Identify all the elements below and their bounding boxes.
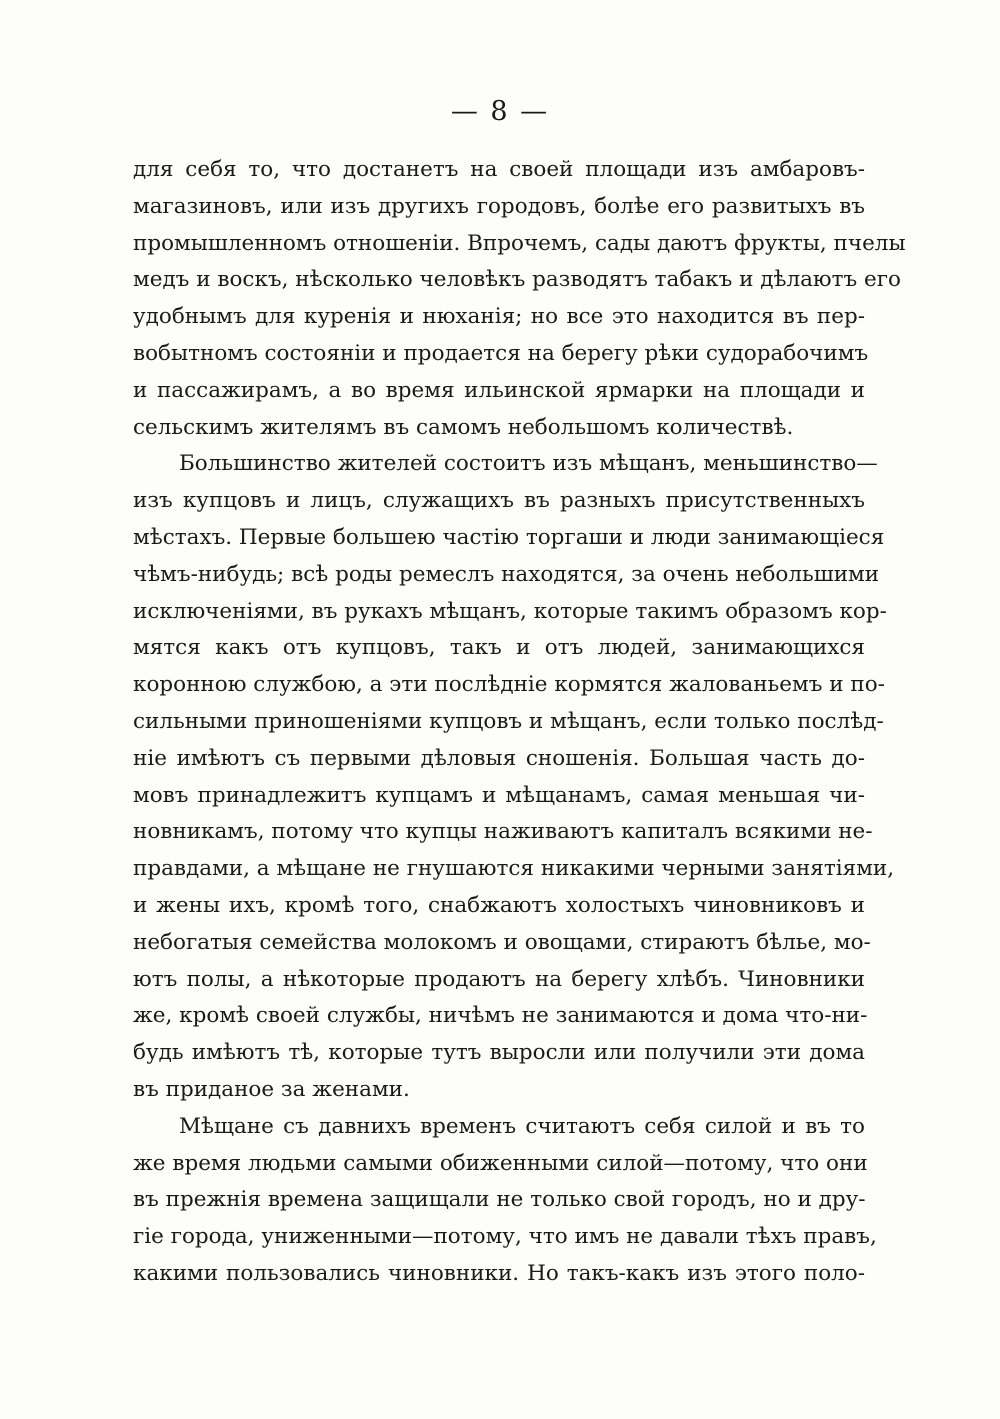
text-line: сельскимъ жителямъ въ самомъ небольшомъ количествѣ. (133, 414, 794, 440)
text-line: медъ и воскъ, нѣсколько человѣкъ разводятъ табакъ и дѣлаютъ его (133, 267, 901, 293)
text-line: гiе города, униженными—потому, что имъ не давали тѣхъ правъ, (133, 1224, 877, 1250)
text-line: какими пользовались чиновники. Но такъ-какъ изъ этого поло- (133, 1260, 865, 1286)
text-line: же, кромѣ своей службы, ничѣмъ не занимаются и дома что-ни- (133, 1003, 868, 1029)
text-line: для себя то, что достанетъ на своей площади изъ амбаровъ- (133, 157, 865, 182)
text-line: Большинство жителей состоитъ изъ мѣщанъ, меньшинство— (179, 451, 878, 477)
text-line: магазиновъ, или изъ другихъ городовъ, болѣе его развитыхъ въ (133, 193, 865, 219)
text-line: вобытномъ состоянiи и продается на берегу рѣки судорабочимъ (133, 340, 869, 366)
text-line: мовъ принадлежитъ купцамъ и мѣщанамъ, самая меньшая чи- (133, 782, 865, 808)
text-line: и пассажирамъ, а во время ильинской ярмарки на площади и (133, 377, 865, 403)
text-line: коронною службою, а эти послѣднiе кормятся жалованьемъ и по- (133, 672, 885, 698)
text-line: новникамъ, потому что купцы наживаютъ капиталъ всякими не- (133, 819, 873, 845)
text-line: сильными приношенiями купцовъ и мѣщанъ, если только послѣд- (133, 708, 884, 734)
text-line: исключенiями, въ рукахъ мѣщанъ, которые такимъ образомъ кор- (133, 598, 887, 624)
text-line: небогатыя семейства молокомъ и овощами, стираютъ бѣлье, мо- (133, 929, 871, 955)
text-line: мѣстахъ. Первые большею частiю торгаши и люди занимающiеся (133, 524, 885, 550)
text-line: въ прежнiя времена защищали не только свой городъ, но и дру- (133, 1187, 866, 1213)
text-line: въ приданое за женами. (133, 1076, 410, 1102)
text-line: ютъ полы, а нѣкоторые продаютъ на берегу хлѣбъ. Чиновники (133, 966, 865, 992)
text-line: изъ купцовъ и лицъ, служащихъ въ разныхъ присутственныхъ (133, 488, 865, 514)
text-line: удобнымъ для куренiя и нюханiя; но все это находится въ пер- (133, 304, 865, 330)
text-line: правдами, а мѣщане не гнушаются никакими черными занятiями, (133, 856, 895, 882)
text-line: будь имѣютъ тѣ, которые тутъ выросли или получили эти дома (133, 1040, 865, 1066)
paragraph-1 (133, 152, 906, 446)
paragraph-2 (133, 446, 895, 1108)
page-number: — 8 — (450, 96, 550, 127)
text-line: и жены ихъ, кромѣ того, снабжаютъ холостыхъ чиновниковъ и (133, 892, 865, 918)
text-line: Мѣщане съ давнихъ временъ считаютъ себя силой и въ то (179, 1113, 865, 1139)
text-line: же время людьми самыми обиженными силой—потому, что они (133, 1150, 868, 1176)
text-line: промышленномъ отношенiи. Впрочемъ, сады даютъ фрукты, пчелы (133, 230, 906, 256)
paragraph-3 (133, 1109, 877, 1293)
body-text (133, 152, 906, 1293)
text-line: чѣмъ-нибудь; всѣ роды ремеслъ находятся, за очень небольшими (133, 561, 880, 587)
text-line: нiе имѣютъ съ первыми дѣловыя сношенiя. Большая часть до- (133, 745, 865, 771)
text-line: мятся какъ отъ купцовъ, такъ и отъ людей, занимающихся (133, 635, 865, 661)
